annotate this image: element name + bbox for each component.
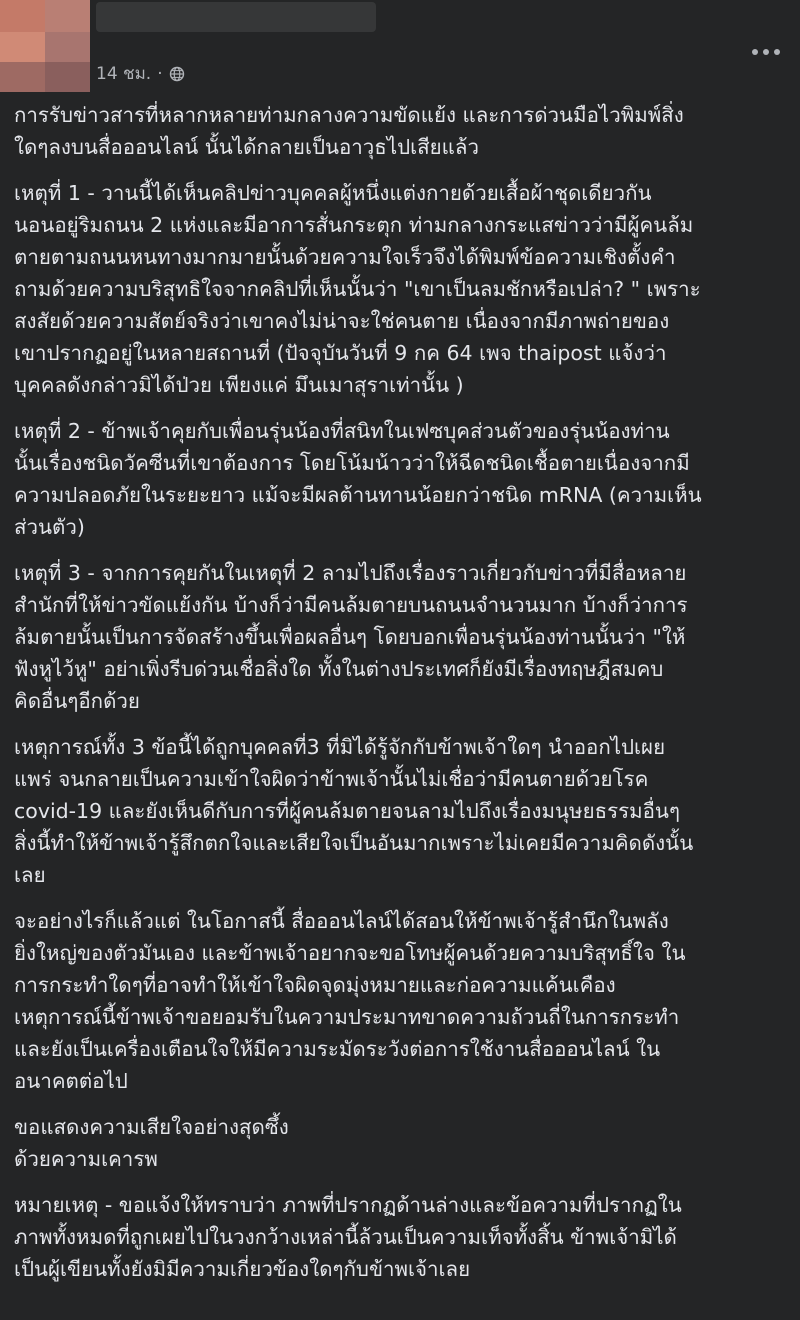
post-paragraph-reason-2: เหตุที่ 2 - ข้าพเจ้าคุยกับเพื่อนรุ่นน้องที่สนิทในเฟซบุคส่วนตัวของรุ่นน้องท่าน นั้นเรื่องชนิดวัคซีนที่เขาต้องการ โดยโน้มน้าวว่าให้ฉีดชนิดเชื้อตายเนื่องจากมี ความปลอดภัยในระยะยาว แม้จะมีผลต้านทานน้อยกว่าชนิด mRNA (ความเห็น ส่วนตัว) — [14, 419, 702, 539]
meta-separator: · — [157, 63, 163, 84]
post-paragraph-closing: ขอแสดงความเสียใจอย่างสุดซึ้ง ด้วยความเคารพ — [14, 1115, 289, 1171]
more-options-button[interactable] — [746, 36, 786, 68]
post-paragraph-apology: จะอย่างไรก็แล้วแต่ ในโอกาสนี้ สื่อออนไลน์ได้สอนให้ข้าพเจ้ารู้สำนึกในพลัง ยิ่งใหญ่ของตัวมันเอง และข้าพเจ้าอยากจะขอโทษผู้คนด้วยความบริสุทธิ์ใจ ใน การกระทำใดๆที่อาจทำให้เข้าใจผิดจุดมุ่งหมายและก่อความแค้นเคือง เหตุการณ์นี้ข้าพเจ้าขอยอมรับในความประมาทขาดความถ้วนถี่ในการกระทำ และยังเป็นเครื่องเตือนใจให้มีความระมัดระวังต่อการใช้งานสื่อออนไลน์ ใน อนาคตต่อไป — [14, 909, 686, 1093]
post-body — [14, 99, 790, 1299]
author-name-redacted[interactable] — [96, 2, 376, 32]
post-timestamp[interactable]: 14 ชม. — [96, 64, 152, 84]
avatar[interactable] — [0, 0, 90, 92]
post-paragraph-reason-3: เหตุที่ 3 - จากการคุยกันในเหตุที่ 2 ลามไปถึงเรื่องราวเกี่ยวกับข่าวที่มีสื่อหลาย สำนักที่ให้ข่าวขัดแย้งกัน บ้างก็ว่ามีคนล้มตายบนถนนจำนวนมาก บ้างก็ว่าการ ล้มตายนั้นเป็นการจัดสร้างขึ้นเพื่อผลอื่นๆ โดยบอกเพื่อนรุ่นน้องท่านนั้นว่า "ให้ ฟังหูไว้หู" อย่าเพิ่งรีบด่วนเชื่อสิ่งใด ทั้งในต่างประเทศก็ยังมีเรื่องทฤษฎีสมคบ คิดอื่นๆอีกด้วย — [14, 561, 688, 713]
post-header — [0, 0, 800, 95]
post-paragraph-reason-1: เหตุที่ 1 - วานนี้ได้เห็นคลิปข่าวบุคคลผู้หนึ่งแต่งกายด้วยเสื้อผ้าชุดเดียวกัน นอนอยู่ริมถนน 2 แห่งและมีอาการสั่นกระตุก ท่ามกลางกระแสข่าวว่ามีผู้คนล้ม ตายตามถนนหนทางมากมายนั้นด้วยความใจเร็วจึงได้พิมพ์ข้อความเชิงตั้งคำ ถามด้วยความบริสุทธิใจจากคลิปที่เห็นนั้นว่า "เขาเป็นลมชักหรือเปล่า? " เพราะ สงสัยด้วยความสัตย์จริงว่าเขาคงไม่น่าจะใช่คนตาย เนื่องจากมีภาพถ่ายของ เขาปรากฏอยู่ในหลายสถานที่ (ปัจจุบันวันที่ 9 กค 64 เพจ thaipost แจ้งว่า บุคคลดังกล่าวมิได้ป่วย เพียงแค่ มึนเมาสุราเท่านั้น ) — [14, 181, 701, 397]
more-horizontal-icon — [751, 48, 781, 56]
post-paragraph-note: หมายเหตุ - ขอแจ้งให้ทราบว่า ภาพที่ปรากฏด้านล่างและข้อความที่ปรากฏใน ภาพทั้งหมดที่ถูกเผยไปในวงกว้างเหล่านี้ล้วนเป็นความเท็จทั้งสิ้น ข้าพเจ้ามิได้ เป็นผู้เขียนทั้งยังมิมีความเกี่ยวข้องใดๆกับข้าพเจ้าเลย — [14, 1193, 682, 1281]
post-paragraph-events: เหตุการณ์ทั้ง 3 ข้อนี้ได้ถูกบุคคลที่3 ที่มิได้รู้จักกับข้าพเจ้าใดๆ นำออกไปเผย แพร่ จนกลายเป็นความเข้าใจผิดว่าข้าพเจ้านั้นไม่เชื่อว่ามีคนตายด้วยโรค covid-19 และยังเห็นดีกับการที่ผู้คนล้มตายจนลามไปถึงเรื่องมนุษยธรรมอื่นๆ สิ่งนี้ทำให้ข้าพเจ้ารู้สึกตกใจและเสียใจเป็นอันมากเพราะไม่เคยมีความคิดดังนั้น เลย — [14, 735, 694, 887]
post-meta — [96, 60, 185, 87]
post-paragraph-intro: การรับข่าวสารที่หลากหลายท่ามกลางความขัดแย้ง และการด่วนมือไวพิมพ์สิ่ง ใดๆลงบนสื่อออนไลน์ นั้นได้กลายเป็นอาวุธไปเสียแล้ว — [14, 103, 684, 159]
globe-icon — [169, 66, 185, 82]
